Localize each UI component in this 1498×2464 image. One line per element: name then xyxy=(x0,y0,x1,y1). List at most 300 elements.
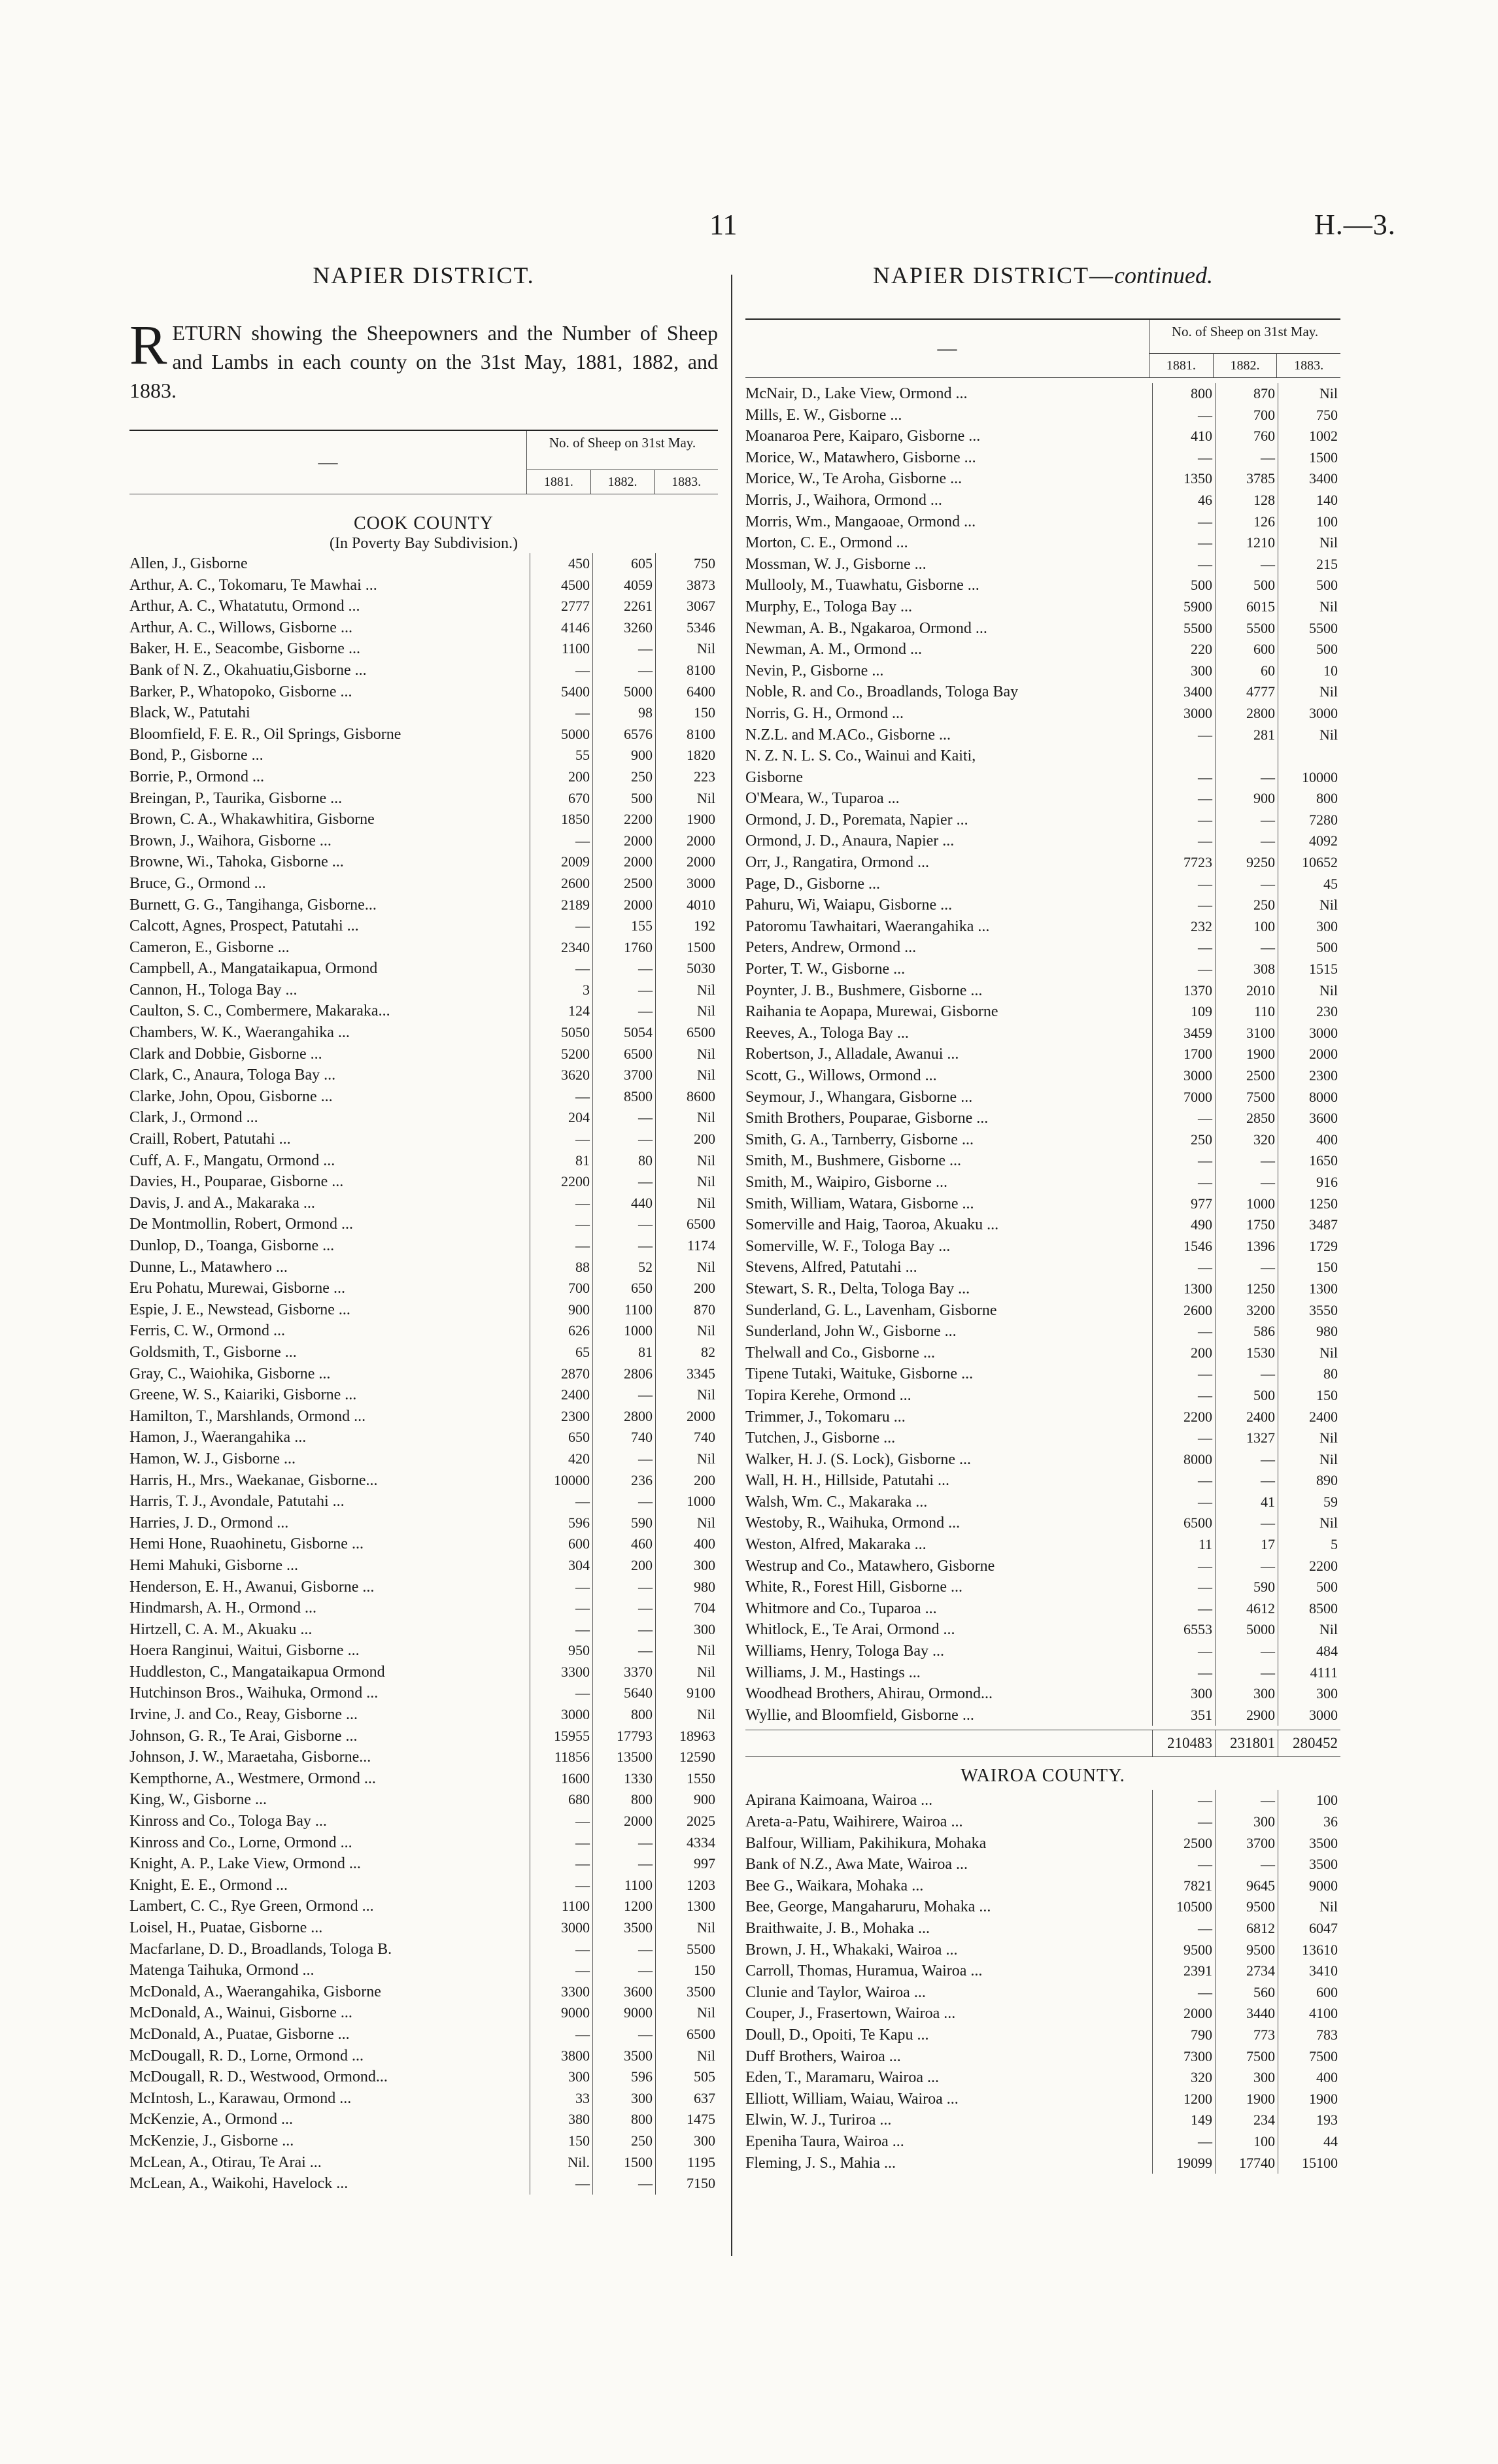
table-row xyxy=(745,405,1340,426)
sheep-1882: — xyxy=(592,2024,655,2045)
owner-name: Browne, Wi., Tahoka, Gisborne ... xyxy=(129,853,344,871)
owner-name: Knight, A. P., Lake View, Ormond ... xyxy=(129,1855,361,1873)
owner-name: Patoromu Tawhaitari, Waerangahika ... xyxy=(745,917,990,935)
sheep-1883: Nil xyxy=(655,1640,718,1662)
county-heading: COOK COUNTY xyxy=(354,513,494,534)
sheep-count-header-label: No. of Sheep on 31st May. xyxy=(527,431,718,470)
sheep-1883: 140 xyxy=(1278,490,1340,511)
sheep-1883: 1300 xyxy=(1278,1278,1340,1300)
table-row xyxy=(745,1982,1340,2004)
sheep-1882: — xyxy=(1215,1470,1278,1492)
sheep-1883: Nil xyxy=(1278,681,1340,703)
county-heading-wairoa: WAIROA COUNTY. xyxy=(961,1766,1125,1787)
owner-name: Borrie, P., Ormond ... xyxy=(129,768,264,785)
owner-name: McLean, A., Waikohi, Havelock ... xyxy=(129,2175,349,2193)
table-row xyxy=(745,681,1340,703)
owner-name: Morice, W., Te Aroha, Gisborne ... xyxy=(745,470,962,488)
sheep-1883: 45 xyxy=(1278,874,1340,895)
sheep-1882: 870 xyxy=(1215,383,1278,405)
sheep-1881: 150 xyxy=(530,2130,592,2152)
table-row xyxy=(745,1833,1340,1855)
table-row xyxy=(745,788,1340,810)
sheep-1881: 10500 xyxy=(1152,1896,1215,1918)
owner-name: Elliott, William, Waiau, Wairoa ... xyxy=(745,2090,959,2108)
sheep-1881: — xyxy=(530,830,592,852)
owner-name: McDonald, A., Wainui, Gisborne ... xyxy=(129,2004,352,2022)
sheep-1882: 1200 xyxy=(592,1896,655,1917)
sheep-1882: 4777 xyxy=(1215,681,1278,703)
sheep-1882 xyxy=(1215,745,1278,767)
sheep-1883: Nil xyxy=(655,1704,718,1726)
sheep-1883: 500 xyxy=(1278,639,1340,660)
owner-name: Walsh, Wm. C., Makaraka ... xyxy=(745,1493,928,1511)
sheep-1883: 4334 xyxy=(655,1832,718,1854)
sheep-1882: 3500 xyxy=(592,2045,655,2067)
sheep-1881: 7300 xyxy=(1152,2046,1215,2068)
sheep-1883: 1500 xyxy=(655,937,718,959)
sheep-1881: — xyxy=(530,1875,592,1896)
sheep-1881: 900 xyxy=(530,1299,592,1321)
owner-name: Eden, T., Maramaru, Wairoa ... xyxy=(745,2069,939,2087)
table-row xyxy=(129,2130,718,2152)
table-row xyxy=(745,1257,1340,1278)
sheep-1882: — xyxy=(592,1619,655,1641)
sheep-1881: Nil. xyxy=(530,2152,592,2174)
sheep-1882: — xyxy=(1215,1363,1278,1385)
sheep-1881: 1546 xyxy=(1152,1236,1215,1258)
owner-name: Arthur, A. C., Willows, Gisborne ... xyxy=(129,619,352,636)
sheep-1882: 773 xyxy=(1215,2025,1278,2046)
table-row xyxy=(745,1001,1340,1023)
sheep-1883: 3067 xyxy=(655,596,718,617)
table-row xyxy=(129,937,718,959)
sheep-1882: 300 xyxy=(1215,1811,1278,1833)
sheep-1881: 1350 xyxy=(1152,468,1215,490)
table-row xyxy=(745,1619,1340,1641)
sheep-1883: 500 xyxy=(1278,937,1340,959)
table-row xyxy=(129,1662,718,1683)
cook-county-continued-rows xyxy=(745,383,1340,1726)
sheep-1882: — xyxy=(592,1577,655,1598)
sheep-1883: 80 xyxy=(1278,1363,1340,1385)
sheep-1882: 760 xyxy=(1215,426,1278,447)
sheep-1881: 81 xyxy=(530,1150,592,1172)
sheep-1883: Nil xyxy=(655,980,718,1001)
table-row xyxy=(129,1896,718,1917)
sheep-1881: — xyxy=(1152,1470,1215,1492)
sheep-1881: 596 xyxy=(530,1513,592,1534)
sheep-1882: 13500 xyxy=(592,1747,655,1768)
sheep-1883: 1550 xyxy=(655,1768,718,1790)
sheep-1881: — xyxy=(1152,895,1215,916)
sheep-1883: 6500 xyxy=(655,1214,718,1235)
sheep-1883: 100 xyxy=(1278,1790,1340,1811)
table-row xyxy=(129,2045,718,2067)
sheep-1882: — xyxy=(1215,1449,1278,1471)
table-row xyxy=(745,1407,1340,1428)
sheep-1882: 2000 xyxy=(592,851,655,873)
sheep-1881: 450 xyxy=(530,553,592,575)
sheep-1882: — xyxy=(592,660,655,681)
sheep-1881: 1200 xyxy=(1152,2089,1215,2110)
sheep-1881: 5900 xyxy=(1152,596,1215,618)
table-row xyxy=(745,1960,1340,1982)
sheep-1883: Nil xyxy=(1278,1513,1340,1534)
sheep-1883: 484 xyxy=(1278,1641,1340,1662)
sheep-1881: 420 xyxy=(530,1448,592,1470)
table-row xyxy=(129,1299,718,1321)
table-row xyxy=(745,618,1340,640)
sheep-1881: — xyxy=(1152,1492,1215,1513)
sheep-1882: 4059 xyxy=(592,575,655,596)
table-row xyxy=(129,1832,718,1854)
sheep-1881: 977 xyxy=(1152,1193,1215,1215)
sheep-1883: 6400 xyxy=(655,681,718,703)
column-divider xyxy=(731,275,732,2256)
sheep-1882: 4612 xyxy=(1215,1598,1278,1620)
table-row xyxy=(129,1150,718,1172)
table-row xyxy=(129,1513,718,1534)
sheep-1882: 2200 xyxy=(592,809,655,830)
owner-name: Hemi Mahuki, Gisborne ... xyxy=(129,1556,298,1574)
table-row xyxy=(745,937,1340,959)
sheep-1882: 596 xyxy=(592,2066,655,2088)
sheep-1881: 250 xyxy=(1152,1129,1215,1151)
sheep-1882: — xyxy=(592,1384,655,1406)
sheep-1883: 1515 xyxy=(1278,959,1340,980)
table-row xyxy=(129,681,718,703)
cook-county-rows xyxy=(129,553,718,2195)
sheep-1883: 100 xyxy=(1278,511,1340,533)
table-row xyxy=(745,2046,1340,2068)
table-row xyxy=(745,703,1340,725)
owner-name: Hutchinson Bros., Waihuka, Ormond ... xyxy=(129,1685,379,1702)
sheep-1882: 281 xyxy=(1215,725,1278,746)
owner-name: Whitmore and Co., Tuparoa ... xyxy=(745,1600,937,1617)
table-row xyxy=(745,1470,1340,1492)
sheep-1881: 2870 xyxy=(530,1363,592,1385)
sheep-1882: 2261 xyxy=(592,596,655,617)
owner-name: King, W., Gisborne ... xyxy=(129,1791,267,1809)
owner-name: Baker, H. E., Seacombe, Gisborne ... xyxy=(129,640,360,658)
sheep-1881: 1100 xyxy=(530,1896,592,1917)
table-row xyxy=(745,725,1340,746)
owner-name: Newman, A. M., Ormond ... xyxy=(745,641,922,659)
sheep-1881: — xyxy=(1152,532,1215,554)
owner-name: Murphy, E., Tologa Bay ... xyxy=(745,598,912,615)
sheep-1881: 220 xyxy=(1152,639,1215,660)
sheep-1881: 1300 xyxy=(1152,1278,1215,1300)
sheep-1882: 250 xyxy=(592,766,655,788)
sheep-1881: 5400 xyxy=(530,681,592,703)
sheep-1881: 19099 xyxy=(1152,2153,1215,2174)
table-row xyxy=(745,1662,1340,1684)
table-row xyxy=(129,1853,718,1875)
sheep-1882: 41 xyxy=(1215,1492,1278,1513)
sheep-1883: 1203 xyxy=(655,1875,718,1896)
table-row xyxy=(745,1108,1340,1129)
owner-name: Hirtzell, C. A. M., Akuaku ... xyxy=(129,1620,313,1638)
sheep-1883: 997 xyxy=(655,1853,718,1875)
sheep-1882: — xyxy=(592,1214,655,1235)
sheep-1882: 800 xyxy=(592,1789,655,1811)
table-row xyxy=(129,1342,718,1363)
owner-name: Smith Brothers, Pouparae, Gisborne ... xyxy=(745,1110,989,1127)
sheep-1882: 9500 xyxy=(1215,1940,1278,1961)
sheep-1882: 5000 xyxy=(1215,1619,1278,1641)
sheep-1882: — xyxy=(592,1448,655,1470)
sheep-1883: 1250 xyxy=(1278,1193,1340,1215)
owner-name: Trimmer, J., Tokomaru ... xyxy=(745,1408,906,1426)
sheep-1882: 9645 xyxy=(1215,1875,1278,1897)
sheep-1881: — xyxy=(1152,810,1215,831)
owner-name: Smith, William, Watara, Gisborne ... xyxy=(745,1195,974,1212)
table-row xyxy=(129,1193,718,1214)
owner-name: Lambert, C. C., Rye Green, Ormond ... xyxy=(129,1898,374,1915)
table-row xyxy=(129,1683,718,1704)
sheep-1881: — xyxy=(1152,830,1215,852)
owner-name: Bank of N. Z., Okahuatiu,Gisborne ... xyxy=(129,661,367,679)
sheep-1881: — xyxy=(1152,874,1215,895)
sheep-1882: 560 xyxy=(1215,1982,1278,2004)
owner-name: Arthur, A. C., Whatatutu, Ormond ... xyxy=(129,598,360,615)
sheep-1883: 1174 xyxy=(655,1235,718,1257)
owner-name: Cameron, E., Gisborne ... xyxy=(129,938,290,956)
sheep-1881: 55 xyxy=(530,745,592,766)
subdivision-heading: (In Poverty Bay Subdivision.) xyxy=(330,535,518,552)
sheep-1881: — xyxy=(530,1811,592,1832)
sheep-1882: — xyxy=(592,1107,655,1129)
sheep-1883: 1900 xyxy=(655,809,718,830)
table-row xyxy=(745,1428,1340,1449)
sheep-count-header xyxy=(1149,320,1340,377)
sheep-1881: 8000 xyxy=(1152,1449,1215,1471)
total-1881: 210483 xyxy=(1152,1730,1215,1756)
table-row xyxy=(129,1320,718,1342)
sheep-1882: — xyxy=(592,1171,655,1193)
owner-name: Orr, J., Rangatira, Ormond ... xyxy=(745,854,929,872)
sheep-1882: 5500 xyxy=(1215,618,1278,640)
sheep-1881: 2340 xyxy=(530,937,592,959)
owner-name: Davis, J. and A., Makaraka ... xyxy=(129,1194,315,1212)
sheep-1882: 128 xyxy=(1215,490,1278,511)
sheep-1882: — xyxy=(1215,1257,1278,1278)
table-row xyxy=(745,2131,1340,2153)
sheep-1883: 500 xyxy=(1278,1577,1340,1598)
sheep-1882: 1760 xyxy=(592,937,655,959)
sheep-1882: 320 xyxy=(1215,1129,1278,1151)
sheep-1882: 300 xyxy=(1215,1683,1278,1705)
sheep-1882: 8500 xyxy=(592,1086,655,1108)
owner-name: Irvine, J. and Co., Reay, Gisborne ... xyxy=(129,1706,358,1724)
intro-text: ETURN showing the Sheepowners and the Number of Sheep and Lambs in each county on the 31st May, 1881, 1882, and 1883. xyxy=(129,321,718,402)
sheep-1883: 13610 xyxy=(1278,1940,1340,1961)
sheep-1883: 3600 xyxy=(1278,1108,1340,1129)
sheep-1883: 18963 xyxy=(655,1726,718,1747)
owner-name: Morton, C. E., Ormond ... xyxy=(745,534,908,552)
sheep-1882: 2000 xyxy=(592,1811,655,1832)
sheep-1883: 1500 xyxy=(1278,447,1340,469)
table-row xyxy=(745,916,1340,938)
table-row xyxy=(745,1150,1340,1172)
sheep-1883: 5346 xyxy=(655,617,718,639)
owner-name: Westoby, R., Waihuka, Ormond ... xyxy=(745,1514,961,1532)
sheep-1882: — xyxy=(1215,1150,1278,1172)
table-row xyxy=(129,1619,718,1641)
owner-name: Henderson, E. H., Awanui, Gisborne ... xyxy=(129,1578,375,1596)
sheep-1883: 3000 xyxy=(1278,1023,1340,1044)
sheep-1883: Nil xyxy=(1278,1428,1340,1449)
name-column-header: — xyxy=(318,451,338,473)
sheep-1882: 7500 xyxy=(1215,2046,1278,2068)
sheep-1881: — xyxy=(1152,1854,1215,1875)
sheep-1881: 88 xyxy=(530,1257,592,1278)
sheep-1882: — xyxy=(1215,810,1278,831)
owner-name: Moanaroa Pere, Kaiparo, Gisborne ... xyxy=(745,428,981,445)
owner-name: Craill, Robert, Patutahi ... xyxy=(129,1131,291,1148)
table-row xyxy=(129,958,718,980)
sheep-1883: 8100 xyxy=(655,724,718,745)
year-header-1883: 1883. xyxy=(654,470,718,494)
owner-name: Raihania te Aopapa, Murewai, Gisborne xyxy=(745,1003,998,1021)
sheep-1882: 234 xyxy=(1215,2110,1278,2131)
sheep-1881: 2009 xyxy=(530,851,592,873)
sheep-1881: 380 xyxy=(530,2109,592,2130)
sheep-1881: 3800 xyxy=(530,2045,592,2067)
sheep-1882: — xyxy=(1215,1556,1278,1577)
sheep-1882: 586 xyxy=(1215,1321,1278,1343)
sheep-1882: — xyxy=(1215,1172,1278,1193)
sheep-1883: 193 xyxy=(1278,2110,1340,2131)
sheep-1882: 6576 xyxy=(592,724,655,745)
table-row xyxy=(129,1427,718,1448)
sheep-1882: 7500 xyxy=(1215,1087,1278,1108)
sheep-1883: 5030 xyxy=(655,958,718,980)
sheep-1882: 2010 xyxy=(1215,980,1278,1002)
sheep-1881: 2391 xyxy=(1152,1960,1215,1982)
sheep-1883: Nil xyxy=(655,1193,718,1214)
sheep-1881: — xyxy=(1152,767,1215,789)
sheep-1881: — xyxy=(1152,511,1215,533)
sheep-1883: 230 xyxy=(1278,1001,1340,1023)
sheep-1883: 59 xyxy=(1278,1492,1340,1513)
sheep-1882: 1100 xyxy=(592,1299,655,1321)
sheep-1881: 4146 xyxy=(530,617,592,639)
table-row xyxy=(745,1918,1340,1940)
sheep-1882: — xyxy=(592,958,655,980)
sheep-1882: — xyxy=(1215,1854,1278,1875)
table-row xyxy=(745,1577,1340,1598)
sheep-1883: 4100 xyxy=(1278,2003,1340,2025)
sheep-1881: 2000 xyxy=(1152,2003,1215,2025)
sheep-1881: 232 xyxy=(1152,916,1215,938)
sheep-1881: 490 xyxy=(1152,1214,1215,1236)
sheep-1883: 300 xyxy=(655,2130,718,2152)
owner-name: Bank of N.Z., Awa Mate, Wairoa ... xyxy=(745,1856,968,1874)
sheep-1882: 5640 xyxy=(592,1683,655,1704)
table-row xyxy=(129,895,718,916)
sheep-1883: Nil xyxy=(655,1448,718,1470)
sheep-1881: 351 xyxy=(1152,1705,1215,1726)
sheep-1883: 400 xyxy=(1278,1129,1340,1151)
table-row xyxy=(129,1406,718,1428)
table-row xyxy=(129,1257,718,1278)
owner-name: Peters, Andrew, Ormond ... xyxy=(745,939,917,957)
table-row xyxy=(129,2088,718,2110)
table-row xyxy=(745,1385,1340,1407)
owner-name: N. Z. N. L. S. Co., Wainui and Kaiti, xyxy=(745,747,976,765)
sheep-1882: 500 xyxy=(592,788,655,810)
sheep-1883: 223 xyxy=(655,766,718,788)
sheep-1882: 600 xyxy=(1215,639,1278,660)
sheep-1881: — xyxy=(1152,725,1215,746)
owner-name: Williams, J. M., Hastings ... xyxy=(745,1664,921,1681)
owner-name: Mills, E. W., Gisborne ... xyxy=(745,406,902,424)
sheep-1882: 3600 xyxy=(592,1981,655,2003)
owner-name: McDougall, R. D., Westwood, Ormond... xyxy=(129,2068,388,2086)
sheep-1882: 1330 xyxy=(592,1768,655,1790)
owner-name: Woodhead Brothers, Ahirau, Ormond... xyxy=(745,1685,993,1703)
sheep-1882: — xyxy=(592,1235,655,1257)
sheep-1881: — xyxy=(530,1853,592,1875)
table-row xyxy=(745,554,1340,575)
sheep-1881: — xyxy=(530,1683,592,1704)
table-row xyxy=(745,1193,1340,1215)
sheep-1883: 150 xyxy=(655,1960,718,1981)
sheep-1882: 2734 xyxy=(1215,1960,1278,1982)
sheep-1883: 6047 xyxy=(1278,1918,1340,1940)
sheep-1881: — xyxy=(1152,1257,1215,1278)
owner-name: Bloomfield, F. E. R., Oil Springs, Gisborne xyxy=(129,725,401,743)
sheep-1883: 7500 xyxy=(1278,2046,1340,2068)
table-row xyxy=(129,1875,718,1896)
sheep-1883: 12590 xyxy=(655,1747,718,1768)
sheep-1881: — xyxy=(530,958,592,980)
table-row xyxy=(129,1065,718,1086)
table-row xyxy=(745,1343,1340,1364)
sheep-1882: 1500 xyxy=(592,2152,655,2174)
sheep-1882: — xyxy=(592,1960,655,1981)
sheep-1883: 192 xyxy=(655,915,718,937)
sheep-1881: — xyxy=(530,2024,592,2045)
table-row xyxy=(129,2109,718,2130)
table-row xyxy=(129,2024,718,2045)
sheep-1883: 10 xyxy=(1278,660,1340,682)
owner-name: Barker, P., Whatopoko, Gisborne ... xyxy=(129,683,352,700)
table-row xyxy=(745,830,1340,852)
table-row xyxy=(129,1811,718,1832)
sheep-1883: Nil xyxy=(1278,980,1340,1002)
table-row xyxy=(745,1513,1340,1534)
sheep-1883: Nil xyxy=(655,1107,718,1129)
owner-name: Ferris, C. W., Ormond ... xyxy=(129,1322,286,1340)
owner-name: Loisel, H., Puatae, Gisborne ... xyxy=(129,1919,323,1936)
owner-name: Reeves, A., Tologa Bay ... xyxy=(745,1024,909,1042)
year-header-1882: 1882. xyxy=(1213,354,1277,377)
sheep-1881: — xyxy=(1152,405,1215,426)
sheep-1883: Nil xyxy=(1278,383,1340,405)
sheep-1882: — xyxy=(592,638,655,660)
sheep-1882: 3700 xyxy=(1215,1833,1278,1855)
sheep-1883: 1820 xyxy=(655,745,718,766)
sheep-1881: — xyxy=(1152,1811,1215,1833)
table-row xyxy=(745,1023,1340,1044)
sheep-1882: 100 xyxy=(1215,2131,1278,2153)
sheep-1881: — xyxy=(1152,1982,1215,2004)
sheep-1883: 2000 xyxy=(655,830,718,852)
sheep-1883: 750 xyxy=(655,553,718,575)
sheep-1883: 3873 xyxy=(655,575,718,596)
